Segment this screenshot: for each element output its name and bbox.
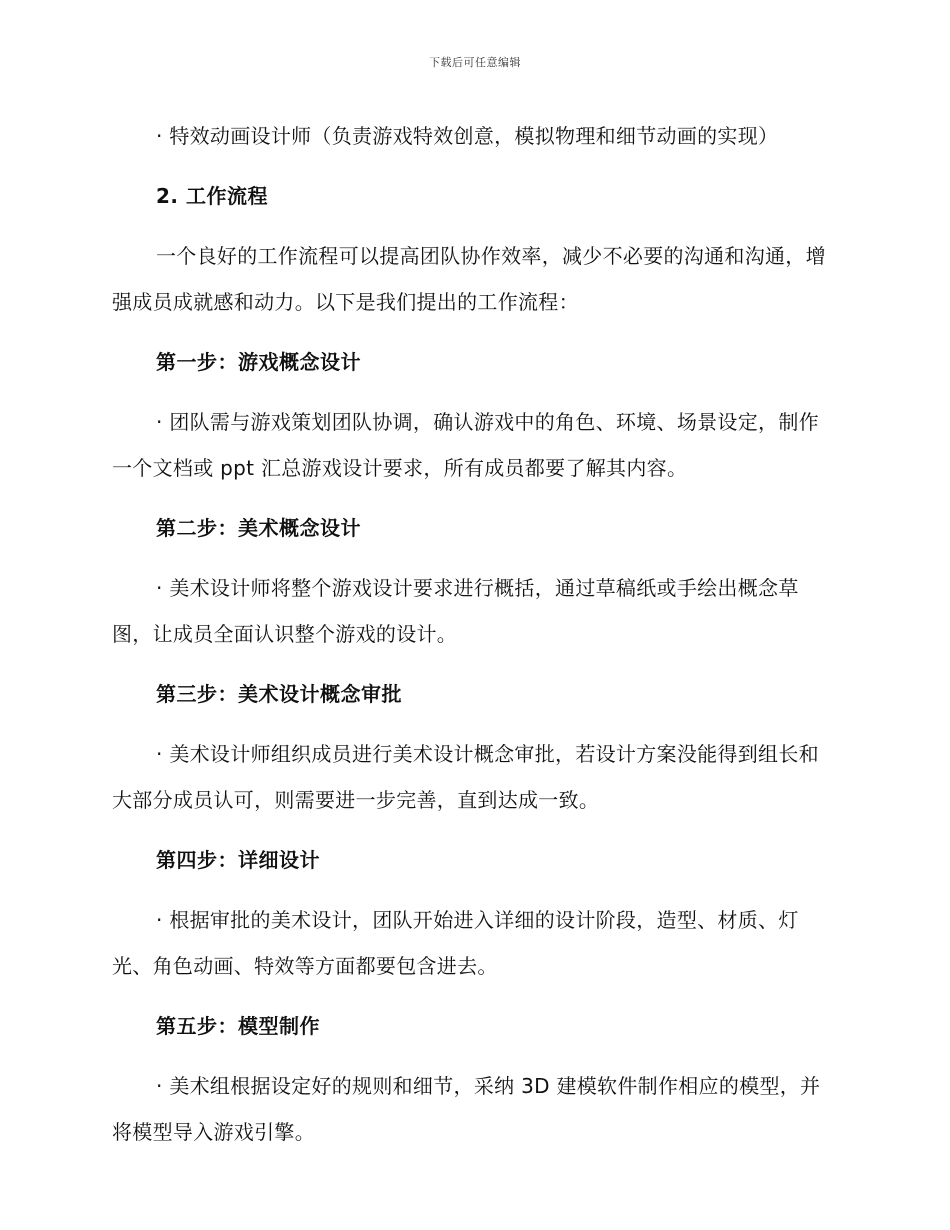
section-heading-workflow: 2. 工作流程 <box>156 184 268 208</box>
step-5-bullet: · 美术组根据设定好的规则和细节，采纳 3D 建模软件制作相应的模型，并将模型导入游戏引擎。 <box>112 1074 821 1144</box>
step-4-heading: 第四步：详细设计 <box>156 848 320 872</box>
step-2-bullet: · 美术设计师将整个游戏设计要求进行概括，通过草稿纸或手绘出概念草图，让成员全面认识整个游戏的设计。 <box>112 576 799 646</box>
workflow-intro-paragraph: 一个良好的工作流程可以提高团队协作效率，减少不必要的沟通和沟通，增强成员成就感和动力。以下是我们提出的工作流程： <box>112 244 826 314</box>
bullet-effects-designer: · 特效动画设计师（负责游戏特效创意，模拟物理和细节动画的实现） <box>156 124 779 148</box>
step-3-bullet: · 美术设计师组织成员进行美术设计概念审批，若设计方案没能得到组长和大部分成员认可，则需要进一步完善，直到达成一致。 <box>112 742 819 812</box>
step-2-heading: 第二步：美术概念设计 <box>156 516 361 540</box>
page-header: 下载后可任意编辑 <box>429 56 521 69</box>
step-1-bullet: · 团队需与游戏策划团队协调，确认游戏中的角色、环境、场景设定，制作一个文档或 ppt 汇总游戏设计要求，所有成员都要了解其内容。 <box>112 410 819 480</box>
step-5-heading: 第五步：模型制作 <box>156 1014 320 1038</box>
step-3-heading: 第三步：美术设计概念审批 <box>156 682 402 706</box>
step-4-bullet: · 根据审批的美术设计，团队开始进入详细的设计阶段，造型、材质、灯光、角色动画、特效等方面都要包含进去。 <box>112 908 799 978</box>
document-body <box>112 113 832 1169</box>
step-1-heading: 第一步：游戏概念设计 <box>156 350 361 374</box>
